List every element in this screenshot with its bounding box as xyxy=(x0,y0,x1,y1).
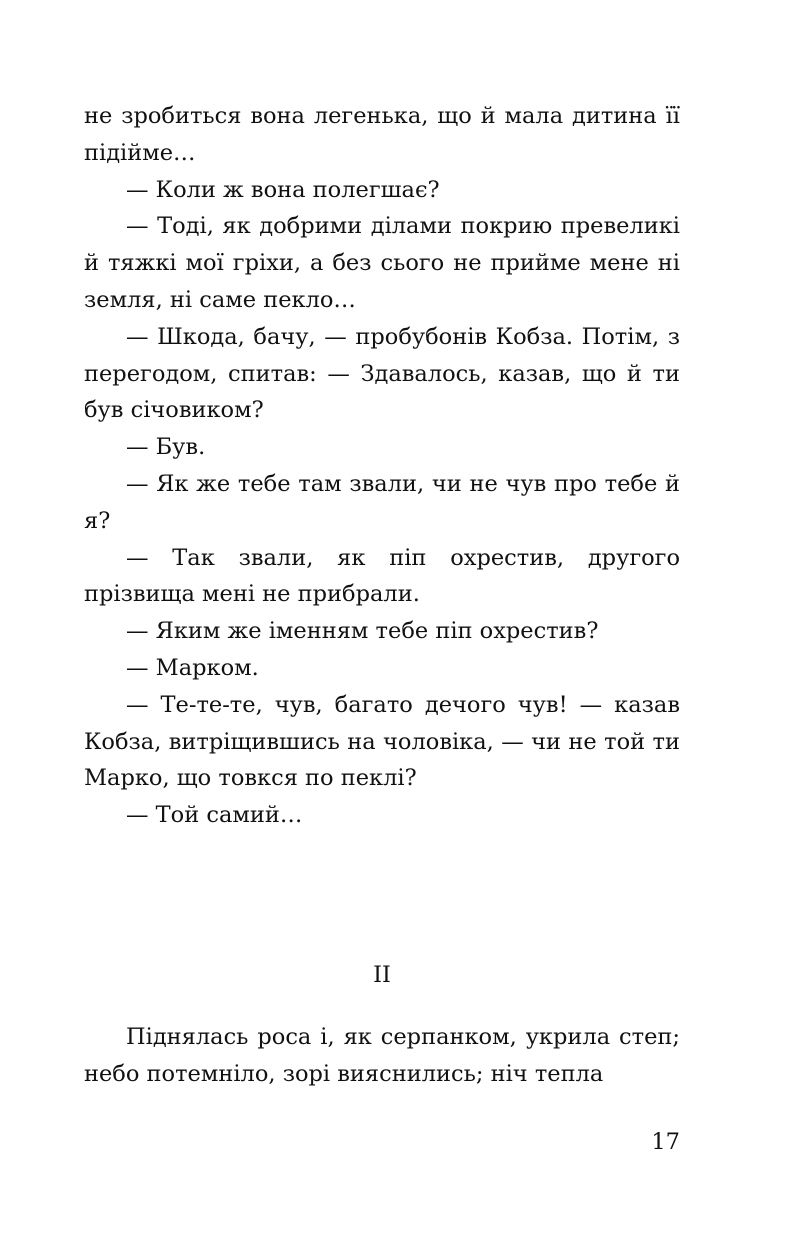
text-block-bottom xyxy=(84,1019,680,1093)
paragraph: — Те-те-те, чув, багато дечого чув! — казав Кобза, витріщившись на чоловіка, — чи не той ти Марко, що товкся по пеклі? xyxy=(84,691,680,792)
paragraph: — Тоді, як добрими ділами покрию превеликі й тяжкі мої гріхи, а без сього не прийме мене ні земля, ні саме пекло… xyxy=(84,213,680,313)
paragraph: — Той самий… xyxy=(126,802,303,829)
page-number: 17 xyxy=(651,1129,680,1155)
paragraph: — Марком. xyxy=(126,654,259,681)
paragraph: — Був. xyxy=(126,434,206,461)
chapter-heading: II xyxy=(373,962,391,988)
paragraph: — Шкода, бачу, — пробубонів Кобза. Потім, з перегодом, спитав: — Здавалось, казав, що й ти був січовиком? xyxy=(84,323,680,424)
paragraph: — Коли ж вона полегшає? xyxy=(126,176,440,203)
paragraph: — Яким же іменням тебе піп охрестив? xyxy=(126,618,599,645)
paragraph: Піднялась роса і, як серпанком, укрила степ; небо потемніло, зорі вияснились; ніч тепла xyxy=(84,1024,680,1087)
text-block-top xyxy=(84,98,680,834)
paragraph: не зробиться вона легенька, що й мала дитина її підійме… xyxy=(84,103,680,166)
paragraph: — Так звали, як піп охрестив, другого прізвища мені не прибрали. xyxy=(84,544,680,608)
paragraph: — Як же тебе там звали, чи не чув про тебе й я? xyxy=(84,470,680,534)
